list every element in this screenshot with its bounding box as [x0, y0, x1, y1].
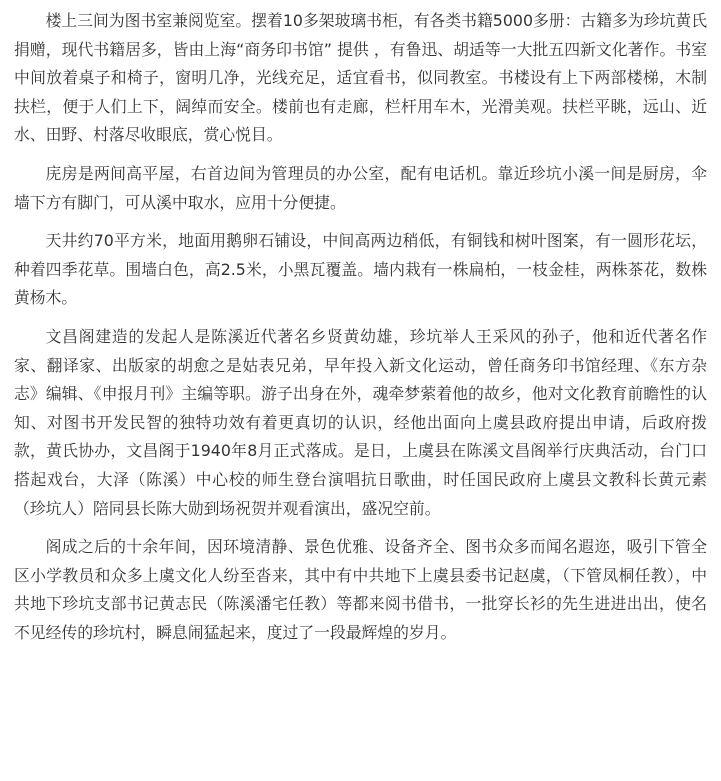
paragraph-courtyard: 天井约70平方米，地面用鹅卵石铺设，中间高两边稍低，有铜钱和树叶图案，有一圆形花坛，种着四季花草。围墙白色，高2.5米，小黑瓦覆盖。墙内栽有一株扁柏，一枝金桂，两株茶花，数株黄杨木。: [14, 231, 707, 308]
paragraph-golden-years: 阁成之后的十余年间，因环境清静、景色优雅、设备齐全、图书众多而闻名遐迩，吸引下管全区小学教员和众多上虞文化人纷至沓来，其中有中共地下上虞县委书记赵虞，（下管凤桐任教），中共地下珍坑支部书记黄志民（陈溪潘宅任教）等都来阅书借书，一批穿长衫的先生进进出出，使名不见经传的珍坑村，瞬息闹猛起来，度过了一段最辉煌的岁月。: [14, 537, 707, 642]
paragraph-founder: 文昌阁建造的发起人是陈溪近代著名乡贤黄幼雄，珍坑举人王采风的孙子，他和近代著名作家、翻译家、出版家的胡愈之是姑表兄弟，早年投入新文化运动，曾任商务印书馆经理、《东方杂志》编辑、《申报月刊》主编等职。游子出身在外，魂牵梦萦着他的故乡，他对文化教育前瞻性的认知、对图书开发民智的独特功效有着更真切的认识，经他出面向上虞县政府提出申请，后政府拨款，黄氏协办，文昌阁于1940年8月正式落成。是日，上虞县在陈溪文昌阁举行庆典活动，台门口搭起戏台，大泽（陈溪）中心校的师生登台演唱抗日歌曲，时任国民政府上虞县文教科长黄元素（珍坑人）陪同县长陈大勋到场祝贺并观看演出，盛况空前。: [14, 326, 707, 518]
paragraph-side-rooms: 庑房是两间高平屋，右首边间为管理员的办公室，配有电话机。靠近珍坑小溪一间是厨房，伞墙下方有脚门，可从溪中取水，应用十分便捷。: [14, 163, 707, 212]
paragraph-library-room: 楼上三间为图书室兼阅览室。摆着10多架玻璃书柜，有各类书籍5000多册：古籍多为珍坑黄氏捐赠，现代书籍居多，皆由上海“商务印书馆” 提供 ，有鲁迅、胡适等一大批五四新文化著作。书室中间放着桌子和椅子，窗明几净，光线充足，适宜看书，似同教室。书楼设有上下两部楼梯，木制扶栏，便于人们上下，阔绰而安全。楼前也有走廊，栏杆用车木，光滑美观。扶栏平眺，远山、近水、田野、村落尽收眼底，赏心悦目。: [14, 11, 707, 145]
